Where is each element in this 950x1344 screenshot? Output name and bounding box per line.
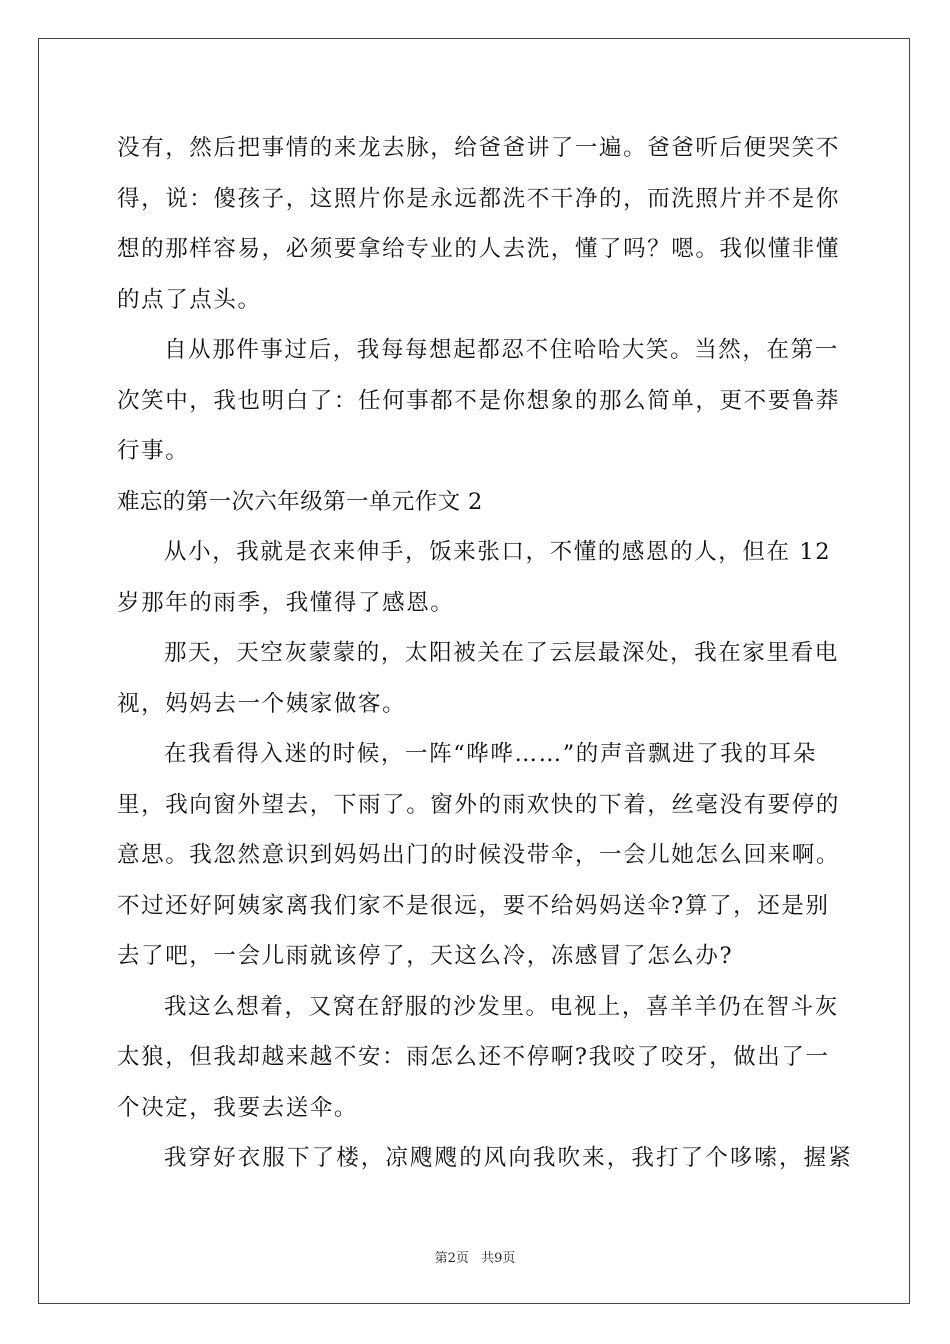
text-line: 想的那样容易，必须要拿给专业的人去洗，懂了吗？嗯。我似懂非懂	[117, 236, 841, 262]
text-line: 个决定，我要去送伞。	[117, 1094, 359, 1121]
text-line: 行事。	[117, 438, 190, 464]
text-line: 太狼，但我却越来越不安：雨怎么还不停啊?我咬了咬牙，做出了一	[117, 1044, 830, 1070]
text-line: 的点了点头。	[117, 286, 262, 313]
text-line: 从小，我就是衣来伸手，饭来张口，不懂的感恩的人，但在 12	[164, 539, 832, 565]
text-line: 在我看得入迷的时候，一阵“哗哗……”的声音飘进了我的耳朵	[164, 741, 817, 767]
section-heading: 难忘的第一次六年级第一单元作文 2	[117, 488, 483, 515]
text-line: 没有，然后把事情的来龙去脉，给爸爸讲了一遍。爸爸听后便哭笑不	[117, 135, 841, 161]
page-number: 第2页	[434, 1251, 469, 1266]
text-line: 意思。我忽然意识到妈妈出门的时候没带伞，一会儿她怎么回来啊。	[117, 842, 841, 868]
text-line: 得，说：傻孩子，这照片你是永远都洗不干净的，而洗照片并不是你	[117, 185, 841, 212]
page-footer	[0, 1247, 950, 1266]
text-line: 自从那件事过后，我每每想起都忍不住哈哈大笑。当然，在第一	[164, 337, 839, 363]
text-line: 视，妈妈去一个姨家做客。	[117, 690, 407, 717]
text-line: 我这么想着，又窝在舒服的沙发里。电视上，喜羊羊仍在智斗灰	[164, 993, 839, 1020]
text-line: 不过还好阿姨家离我们家不是很远，要不给妈妈送伞?算了，还是别	[117, 892, 830, 919]
text-line: 我穿好衣服下了楼，凉飕飕的风向我吹来，我打了个哆嗦，握紧	[164, 1145, 853, 1171]
text-line: 去了吧，一会儿雨就该停了，天这么冷，冻感冒了怎么办?	[117, 943, 734, 969]
text-line: 里，我向窗外望去，下雨了。窗外的雨欢快的下着，丝毫没有要停的	[117, 791, 841, 818]
text-line: 那天，天空灰蒙蒙的，太阳被关在了云层最深处，我在家里看电	[164, 640, 839, 666]
text-line: 岁那年的雨季，我懂得了感恩。	[117, 589, 455, 616]
text-line: 次笑中，我也明白了：任何事都不是你想象的那么简单，更不要鲁莽	[117, 387, 841, 414]
page-total: 共9页	[481, 1251, 516, 1266]
document-body	[117, 123, 853, 1184]
